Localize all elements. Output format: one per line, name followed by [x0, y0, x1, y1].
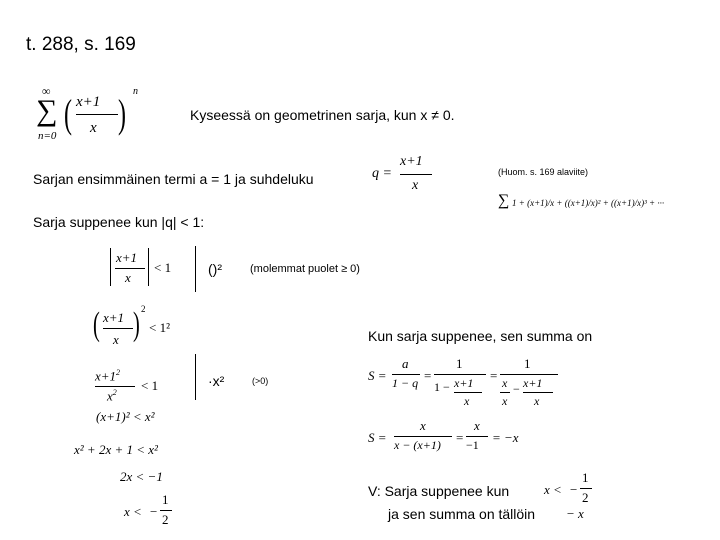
exponent-n: n: [133, 86, 138, 97]
sum2-bar2: [466, 436, 488, 437]
q-label: q =: [372, 166, 392, 181]
step3-num-exp: 2: [116, 368, 121, 377]
step7-den: 2: [162, 512, 169, 527]
series-formula: [34, 84, 144, 148]
step3-den: [107, 388, 117, 404]
step3-num: [95, 368, 120, 384]
sum1-inner-bar: [454, 392, 482, 393]
step6-inequality: 2x < −1: [120, 469, 163, 484]
huom-series: [498, 192, 698, 222]
sum1-bar1: [392, 374, 420, 375]
paren-right: ): [118, 91, 126, 136]
step1-den: x: [125, 270, 131, 285]
page-title: t. 288, s. 169: [26, 34, 136, 55]
step2-paren-left: (: [93, 306, 100, 343]
q-formula: [372, 154, 442, 200]
sum2-result: = −x: [492, 430, 519, 445]
sum1-S: S =: [368, 368, 387, 383]
sum1-d-den2: x: [534, 394, 540, 408]
step7-inequality: [124, 492, 184, 532]
sum1-num2: 1: [456, 356, 463, 371]
converges-text: Sarja suppenee kun |q| < 1:: [33, 214, 205, 230]
sum2-den1: x − (x+1): [394, 438, 441, 452]
step7-neg: −: [150, 504, 158, 519]
sum1-d-x-num: x: [502, 376, 508, 390]
sum1-inner-num: x+1: [454, 376, 474, 390]
sum-formula-2: [368, 418, 568, 458]
step7-num: 1: [162, 492, 169, 507]
step5-inequality: x² + 2x + 1 < x²: [74, 442, 158, 457]
sum1-d-num2: x+1: [523, 376, 543, 390]
answer-x-lt: x <: [544, 482, 562, 497]
sum-lower-limit: n=0: [38, 130, 57, 142]
answer-sum: − x: [566, 506, 584, 521]
step4-inequality: (x+1)² < x²: [96, 409, 155, 424]
sum-intro-text: Kun sarja suppenee, sen summa on: [368, 328, 593, 344]
answer-bar: [580, 488, 592, 489]
answer-num: 1: [582, 470, 589, 485]
first-term-text: Sarjan ensimmäinen termi a = 1 ja suhdeluku: [33, 171, 314, 187]
answer-line-1: V: Sarja suppenee kun: [368, 483, 510, 499]
huom-expansion: 1 + (x+1)/x + ((x+1)/x)² + ((x+1)/x)³ + ···: [512, 198, 665, 208]
huom-sigma: ∑: [498, 192, 510, 209]
sum1-bar3: [500, 374, 558, 375]
abs-right: [148, 248, 149, 286]
sum2-num1: x: [420, 418, 426, 433]
step2-exp: 2: [141, 304, 146, 314]
sum1-d-minus: −: [513, 382, 520, 396]
step3-rhs: < 1: [141, 378, 159, 393]
step3-bar: [95, 386, 135, 387]
sum-sigma: ∑: [36, 94, 58, 127]
sum2-num2: x: [474, 418, 480, 433]
sum1-one-minus: 1 −: [434, 380, 450, 394]
step1-operation: ()²: [208, 261, 222, 277]
fraction-numerator: x+1: [76, 94, 101, 110]
sum1-den1: 1 − q: [392, 376, 419, 390]
fraction-denominator: x: [90, 120, 97, 136]
divider-2: [195, 354, 196, 400]
step2-paren-right: ): [133, 306, 140, 343]
sum1-d-x-den: x: [502, 394, 508, 408]
q-numerator: x+1: [400, 154, 423, 169]
step3-note: (>0): [252, 376, 269, 386]
step2-rhs: < 1²: [149, 320, 170, 335]
step1-inequality: [110, 248, 180, 290]
answer-condition: [544, 470, 604, 510]
step2-inequality: [93, 306, 183, 352]
paren-left: (: [64, 91, 72, 136]
huom-note: (Huom. s. 169 alaviite): [498, 167, 589, 177]
step1-num: x+1: [116, 250, 138, 265]
sum1-d-x-bar: [500, 392, 510, 393]
sum1-a: a: [402, 356, 409, 371]
step2-num: x+1: [103, 310, 125, 325]
sum1-d-bar2: [523, 392, 553, 393]
sum-formula-1: [368, 354, 568, 414]
sum1-inner-den: x: [464, 394, 470, 408]
step3-den-exp: 2: [112, 388, 117, 397]
step3-operation: ·x²: [208, 373, 225, 389]
answer-den: 2: [582, 490, 589, 505]
sum2-S: S =: [368, 430, 387, 445]
step7-bar: [160, 510, 172, 511]
step7-lhs: x <: [124, 504, 142, 519]
q-bar: [400, 174, 432, 175]
answer-line-2: ja sen summa on tällöin: [388, 506, 536, 522]
step1-rhs: < 1: [154, 260, 172, 275]
step1-note: (molemmat puolet ≥ 0): [250, 263, 360, 275]
sum2-eq: =: [456, 430, 464, 445]
sum1-eq1: =: [424, 368, 432, 383]
step2-den: x: [113, 332, 119, 347]
sum-upper-limit: ∞: [42, 84, 51, 98]
fraction-bar: [76, 114, 118, 115]
abs-left: [110, 248, 111, 286]
step2-bar: [103, 328, 133, 329]
sum2-den2: −1: [466, 438, 479, 452]
sum2-bar1: [394, 436, 452, 437]
sum1-bar2: [434, 374, 486, 375]
answer-neg: −: [570, 482, 578, 497]
divider-1: [195, 246, 196, 292]
q-denominator: x: [412, 178, 419, 193]
step3-den-text: x: [107, 388, 113, 404]
sum1-num3: 1: [524, 356, 531, 371]
step3-inequality: [95, 366, 185, 408]
step3-num-text: x+1: [95, 368, 117, 384]
intro-text: Kyseessä on geometrinen sarja, kun x ≠ 0.: [190, 107, 455, 123]
sum1-eq2: =: [490, 368, 498, 383]
step1-bar: [115, 268, 145, 269]
